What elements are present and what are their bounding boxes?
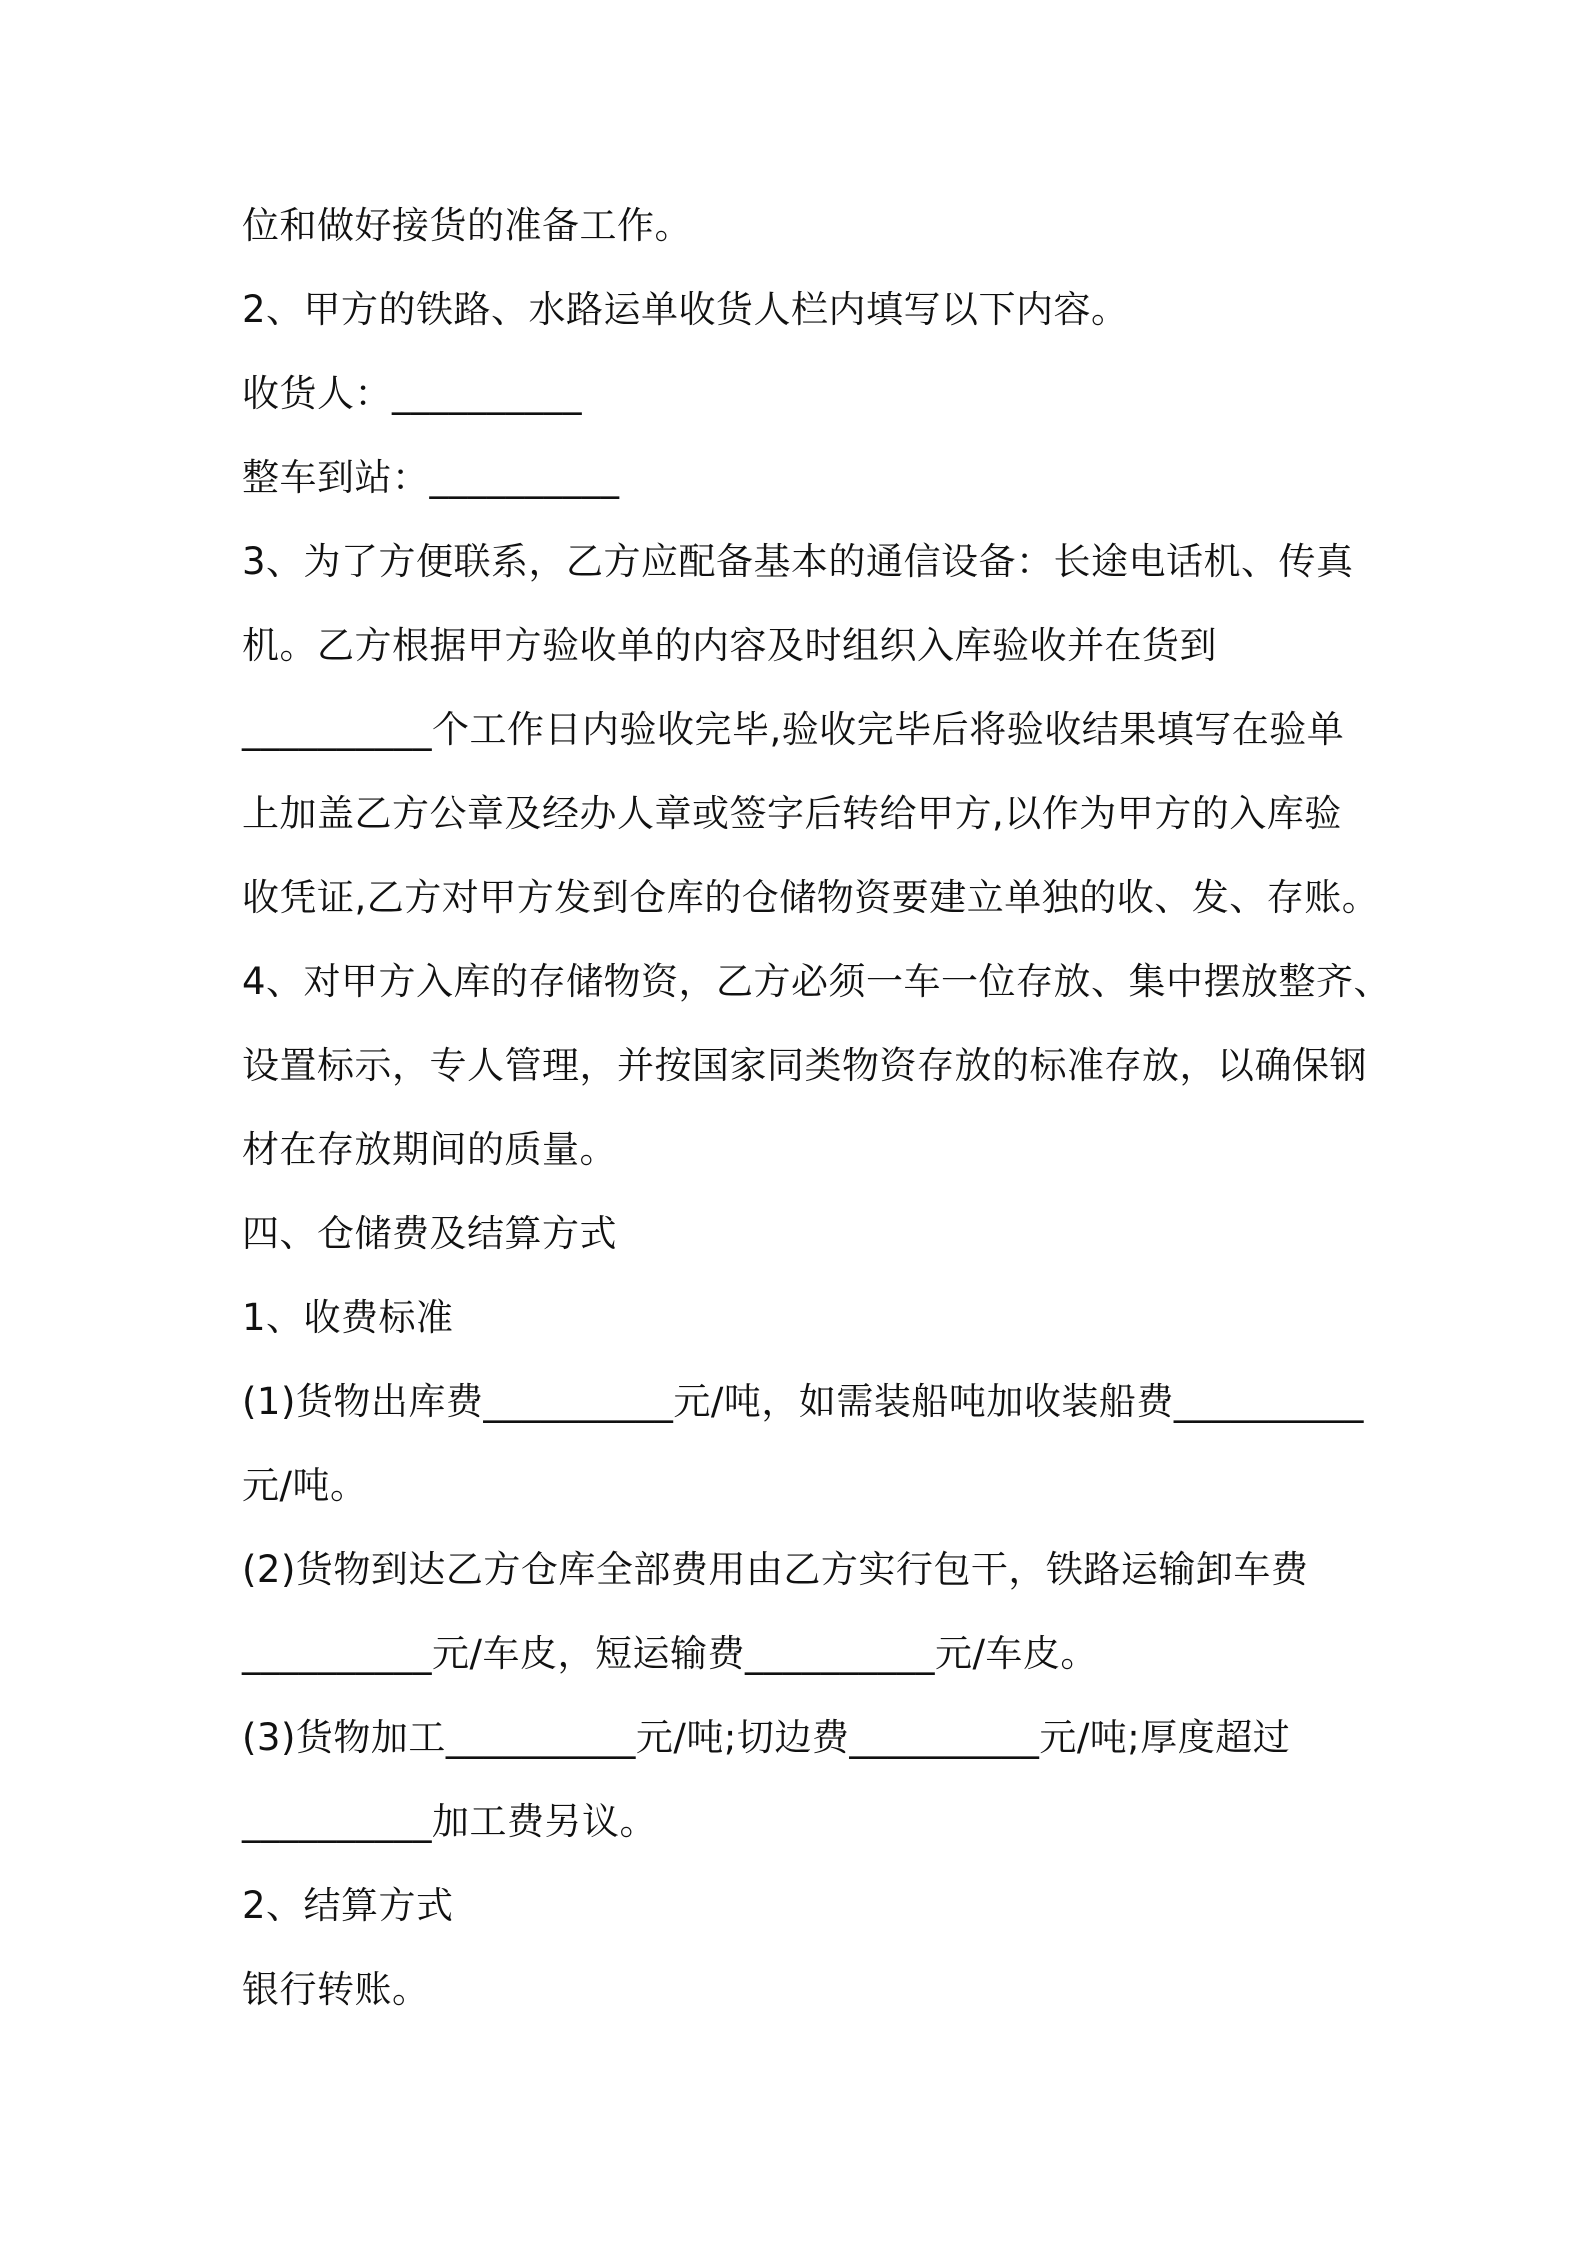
text-line-18: __________元/车皮，短运输费__________元/车皮。: [242, 1632, 1098, 1675]
text-line-2: 2、甲方的铁路、水路运单收货人栏内填写以下内容。: [242, 288, 1129, 331]
text-line-22: 银行转账。: [242, 1968, 430, 2011]
text-line-12: 材在存放期间的质量。: [242, 1128, 617, 1171]
text-line-10: 4、对甲方入库的存储物资，乙方必须一车一位存放、集中摆放整齐、: [242, 960, 1392, 1003]
text-line-16: 元/吨。: [242, 1464, 368, 1507]
text-line-11: 设置标示，专人管理，并按国家同类物资存放的标准存放，以确保钢: [242, 1044, 1367, 1087]
text-line-20: __________加工费另议。: [242, 1800, 657, 1843]
text-line-9: 收凭证,乙方对甲方发到仓库的仓储物资要建立单独的收、发、存账。: [242, 876, 1380, 919]
text-line-6: 机。乙方根据甲方验收单的内容及时组织入库验收并在货到: [242, 624, 1217, 667]
text-line-15: (1)货物出库费__________元/吨，如需装船吨加收装船费__________: [242, 1380, 1364, 1423]
text-line-7: __________个工作日内验收完毕,验收完毕后将验收结果填写在验单: [242, 708, 1345, 751]
text-line-4: 整车到站：__________: [242, 456, 620, 499]
text-line-8: 上加盖乙方公章及经办人章或签字后转给甲方,以作为甲方的入库验: [242, 792, 1342, 835]
text-line-14: 1、收费标准: [242, 1296, 454, 1339]
text-line-19: (3)货物加工__________元/吨;切边费__________元/吨;厚度超过: [242, 1716, 1291, 1759]
text-line-5: 3、为了方便联系，乙方应配备基本的通信设备：长途电话机、传真: [242, 540, 1354, 583]
text-line-3: 收货人：__________: [242, 372, 582, 415]
text-line-17: (2)货物到达乙方仓库全部费用由乙方实行包干，铁路运输卸车费: [242, 1548, 1309, 1591]
section-heading: 四、仓储费及结算方式: [242, 1212, 617, 1255]
text-line-21: 2、结算方式: [242, 1884, 454, 1927]
text-line-1: 位和做好接货的准备工作。: [242, 204, 692, 247]
